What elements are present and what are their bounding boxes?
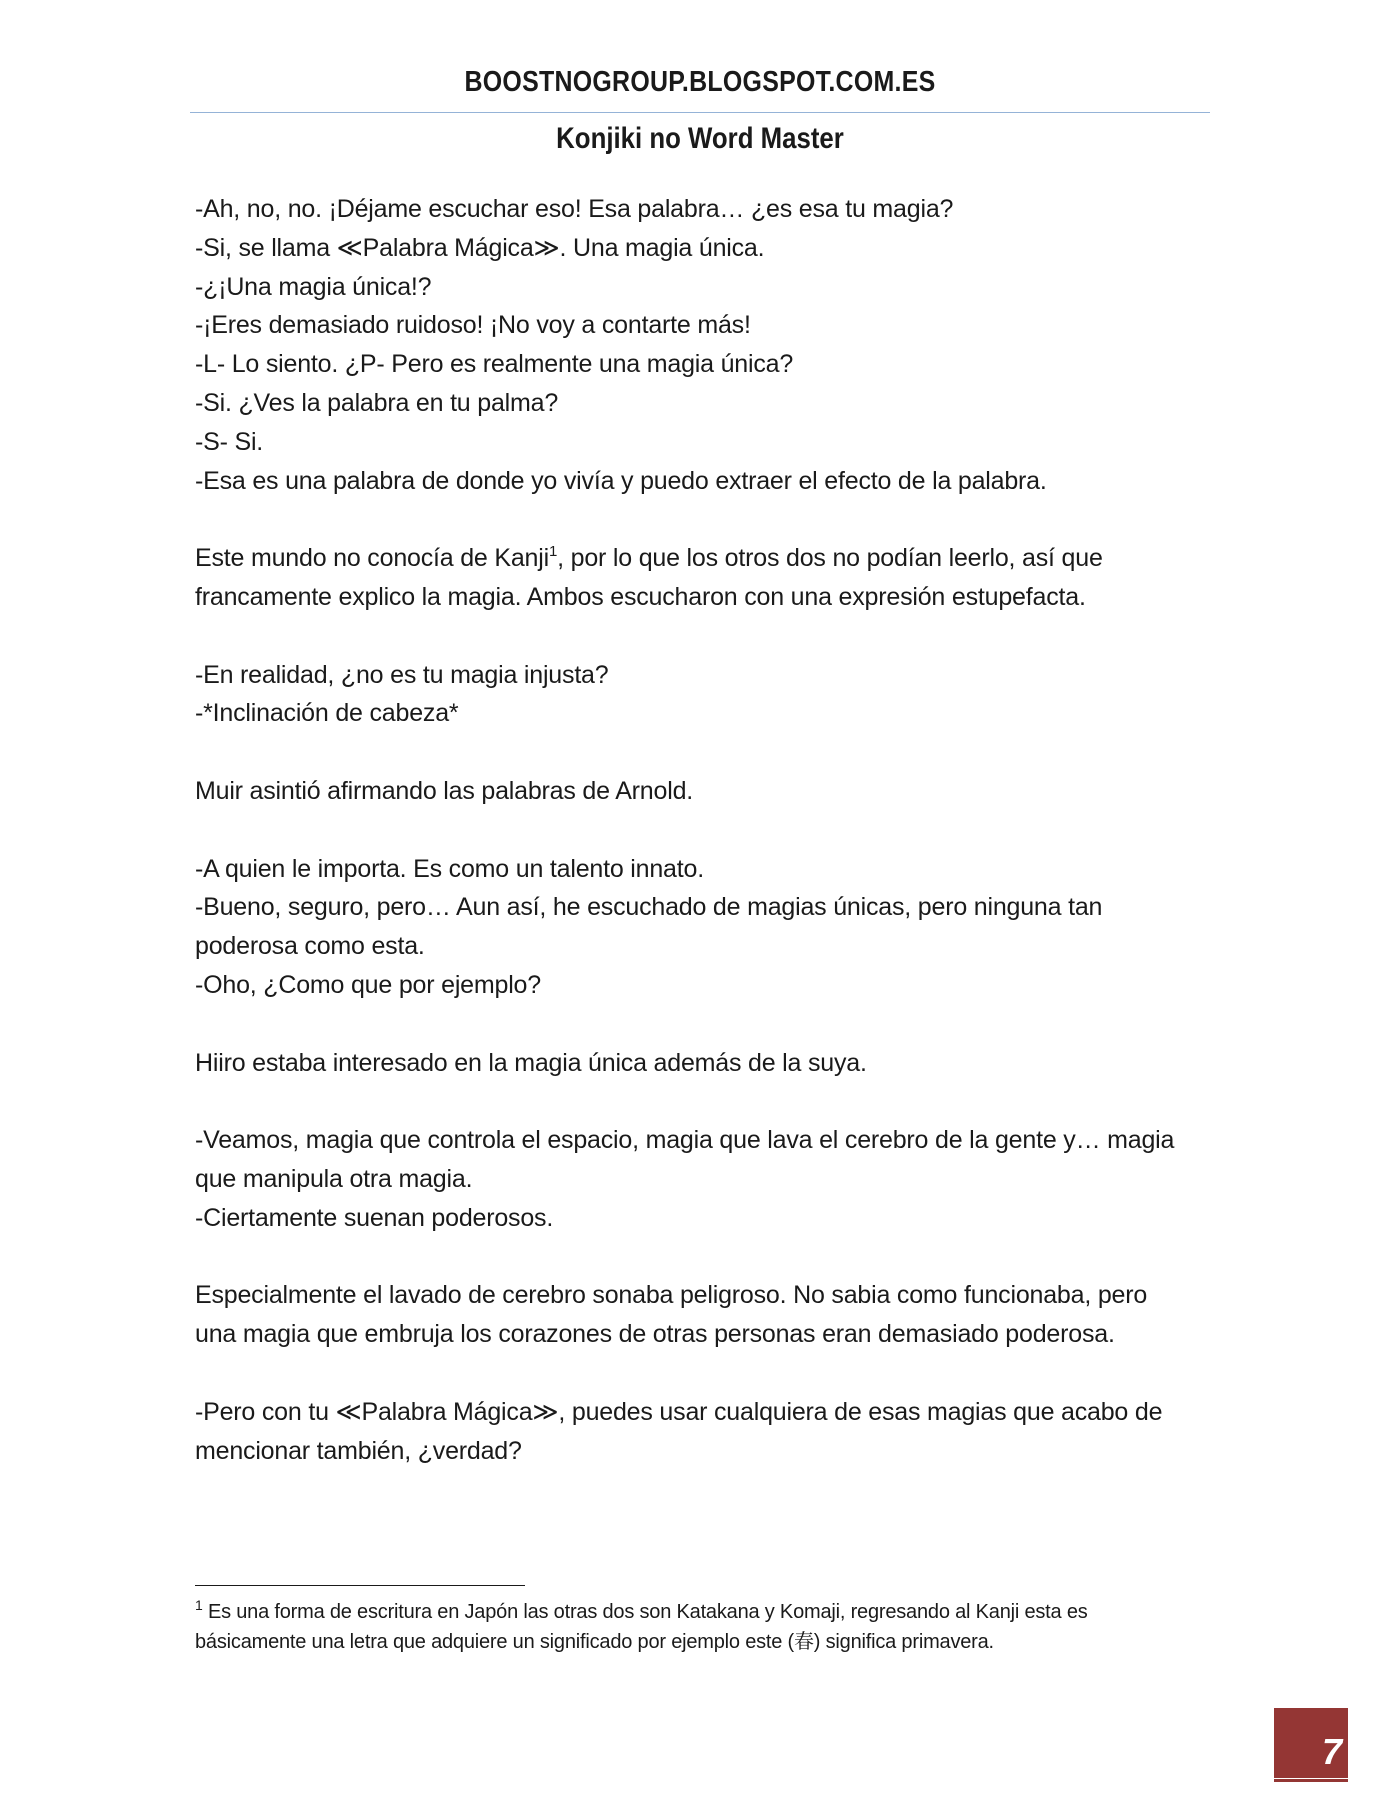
site-title: BOOSTNOGROUP.BLOGSPOT.COM.ES [464,66,936,98]
document-body [195,190,1195,1470]
footnote-text: Es una forma de escritura en Japón las otras dos son Katakana y Komaji, regresando al Kanji esta es [202,1601,1088,1623]
paragraph-gap [195,1238,1195,1277]
page-header [190,62,1210,155]
narration-line: Muir asintió afirmando las palabras de Arnold. [195,776,694,805]
narration-line [195,539,1195,578]
dialogue-line: -S- Si. [195,427,264,456]
narration-line: francamente explico la magia. Ambos escucharon con una expresión estupefacta. [195,582,1086,611]
paragraph-gap [195,733,1195,772]
dialogue-line: -Esa es una palabra de donde yo vivía y puedo extraer el efecto de la palabra. [195,466,1047,495]
dialogue-line: mencionar también, ¿verdad? [195,1436,522,1465]
page-number: 7 [1321,1731,1342,1772]
narration-line: una magia que embruja los corazones de otras personas eran demasiado poderosa. [195,1320,1115,1349]
footnote-line: básicamente una letra que adquiere un significado por ejemplo este (春) significa primavera. [195,1631,994,1653]
footnote [195,1597,1195,1657]
footnote-marker: 1 [195,1597,203,1613]
dialogue-line: -¡Eres demasiado ruidoso! ¡No voy a contarte más! [195,311,751,340]
paragraph-gap [195,617,1195,656]
paragraph-gap [195,1354,1195,1393]
page-number-badge [1274,1708,1348,1778]
footnote-reference[interactable]: 1 [548,543,558,561]
dialogue-line: -Bueno, seguro, pero… Aun así, he escuchado de magias únicas, pero ninguna tan [195,893,1103,922]
narration-text: , por lo que los otros dos no podían leerlo, así que [557,544,1103,573]
footnote-line [195,1597,1195,1627]
dialogue-line: que manipula otra magia. [195,1164,473,1193]
dialogue-line: -Si. ¿Ves la palabra en tu palma? [195,388,559,417]
header-divider [190,112,1210,113]
dialogue-line: -Ah, no, no. ¡Déjame escuchar eso! Esa palabra… ¿es esa tu magia? [195,195,954,223]
narration-line: Hiiro estaba interesado en la magia única además de la suya. [195,1048,867,1077]
dialogue-line: -En realidad, ¿no es tu magia injusta? [195,660,609,689]
dialogue-line: -A quien le importa. Es como un talento innato. [195,854,704,883]
dialogue-line: -L- Lo siento. ¿P- Pero es realmente una magia única? [195,350,794,379]
book-title: Konjiki no Word Master [556,122,844,155]
dialogue-line: -Pero con tu ≪Palabra Mágica≫, puedes usar cualquiera de esas magias que acabo de [195,1397,1163,1426]
dialogue-line: -Veamos, magia que controla el espacio, magia que lava el cerebro de la gente y… magia [195,1126,1175,1155]
dialogue-line: -Si, se llama ≪Palabra Mágica≫. Una magia única. [195,233,765,262]
footnote-separator [195,1585,525,1586]
paragraph-gap [195,1005,1195,1044]
dialogue-line: -Ciertamente suenan poderosos. [195,1203,554,1232]
dialogue-line: -*Inclinación de cabeza* [195,699,459,728]
dialogue-line: -¿¡Una magia única!? [195,272,432,301]
narration-text: Este mundo no conocía de Kanji [195,544,549,573]
dialogue-line: -Oho, ¿Como que por ejemplo? [195,970,541,999]
page-number-underline [1274,1779,1348,1782]
narration-line: Especialmente el lavado de cerebro sonaba peligroso. No sabia como funcionaba, pero [195,1281,1148,1310]
paragraph-gap [195,500,1195,539]
dialogue-line: poderosa como esta. [195,932,425,961]
paragraph-gap [195,811,1195,850]
paragraph-gap [195,1082,1195,1121]
